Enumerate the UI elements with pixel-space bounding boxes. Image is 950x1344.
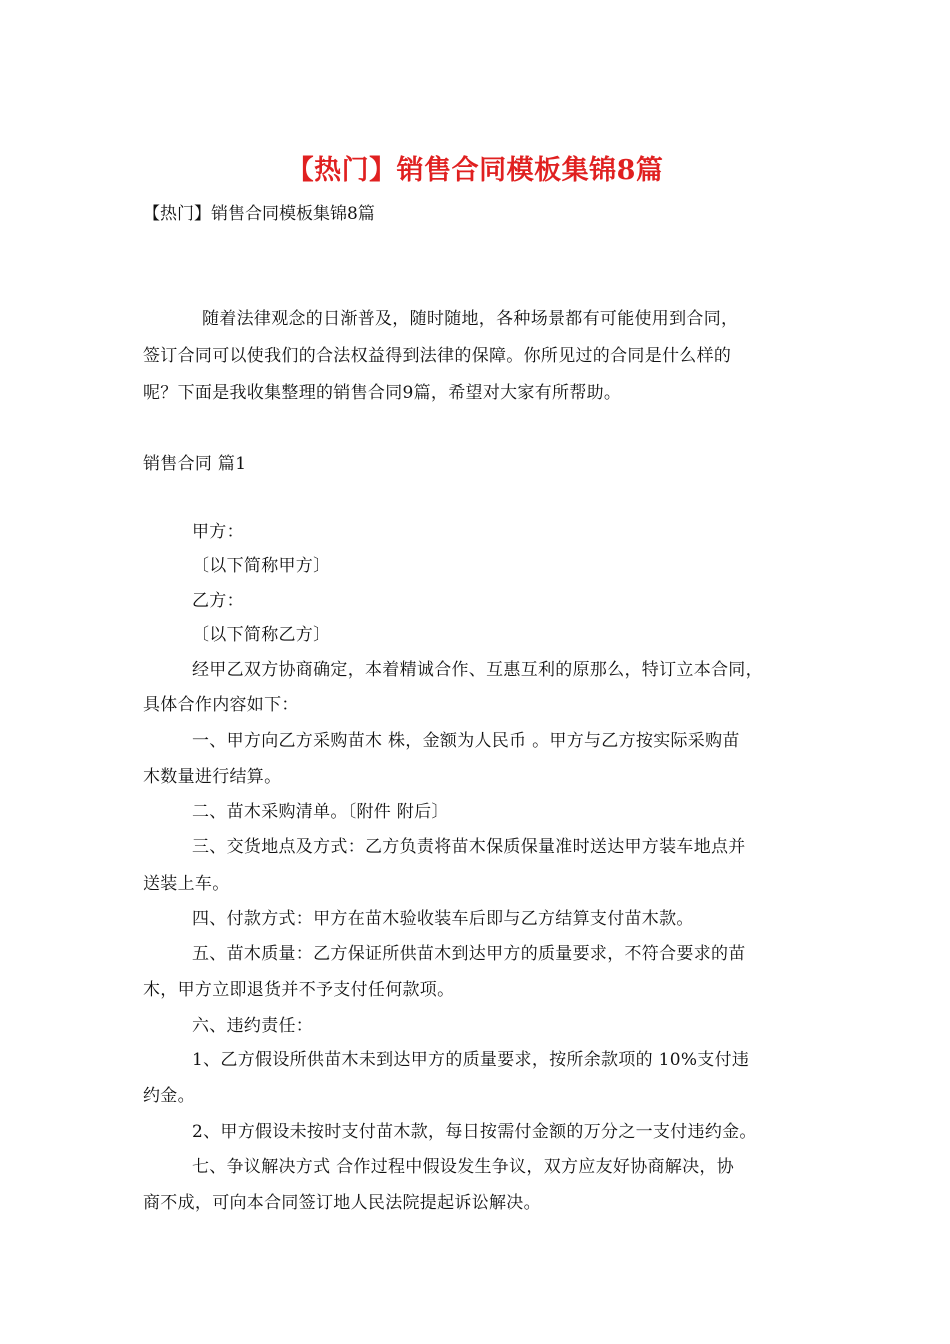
body-line: 2、甲方假设未按时支付苗木款，每日按需付金额的万分之一支付违约金。 (192, 1122, 757, 1142)
intro-line: 签订合同可以使我们的合法权益得到法律的保障。你所见过的合同是什么样的 (143, 346, 732, 366)
body-line: 经甲乙双方协商确定，本着精诚合作、互惠互利的原那么，特订立本合同， (192, 660, 763, 680)
body-line: 五、苗木质量：乙方保证所供苗木到达甲方的质量要求，不符合要求的苗 (192, 944, 746, 964)
body-line: 甲方： (192, 522, 244, 542)
document-subtitle: 【热门】销售合同模板集锦8篇 (143, 204, 375, 224)
section-heading: 销售合同 篇1 (143, 454, 247, 474)
body-line: 约金。 (143, 1086, 195, 1106)
body-line: 〔以下简称甲方〕 (192, 556, 331, 576)
body-line: 三、交货地点及方式：乙方负责将苗木保质保量准时送达甲方装车地点并 (192, 837, 746, 857)
intro-line: 呢？下面是我收集整理的销售合同9篇，希望对大家有所帮助。 (143, 383, 622, 403)
body-line: 四、付款方式：甲方在苗木验收装车后即与乙方结算支付苗木款。 (192, 909, 694, 929)
intro-line: 随着法律观念的日渐普及，随时随地，各种场景都有可能使用到合同， (202, 309, 739, 329)
body-line: 乙方： (192, 591, 244, 611)
body-line: 送装上车。 (143, 874, 230, 894)
body-line: 商不成，可向本合同签订地人民法院提起诉讼解决。 (143, 1193, 541, 1213)
body-line: 具体合作内容如下： (143, 695, 299, 715)
body-line: 六、违约责任： (192, 1016, 314, 1036)
body-line: 七、争议解决方式 合作过程中假设发生争议，双方应友好协商解决，协 (192, 1157, 735, 1177)
body-line: 木数量进行结算。 (143, 767, 282, 787)
body-line: 〔以下简称乙方〕 (192, 625, 331, 645)
document-title: 【热门】销售合同模板集锦8篇 (286, 155, 664, 186)
body-line: 木，甲方立即退货并不予支付任何款项。 (143, 980, 455, 1000)
body-line: 1、乙方假设所供苗木未到达甲方的质量要求，按所余款项的 10%支付违 (192, 1050, 750, 1070)
body-line: 二、苗木采购清单。〔附件 附后〕 (192, 802, 449, 822)
body-line: 一、甲方向乙方采购苗木 株，金额为人民币 。甲方与乙方按实际采购苗 (192, 731, 740, 751)
